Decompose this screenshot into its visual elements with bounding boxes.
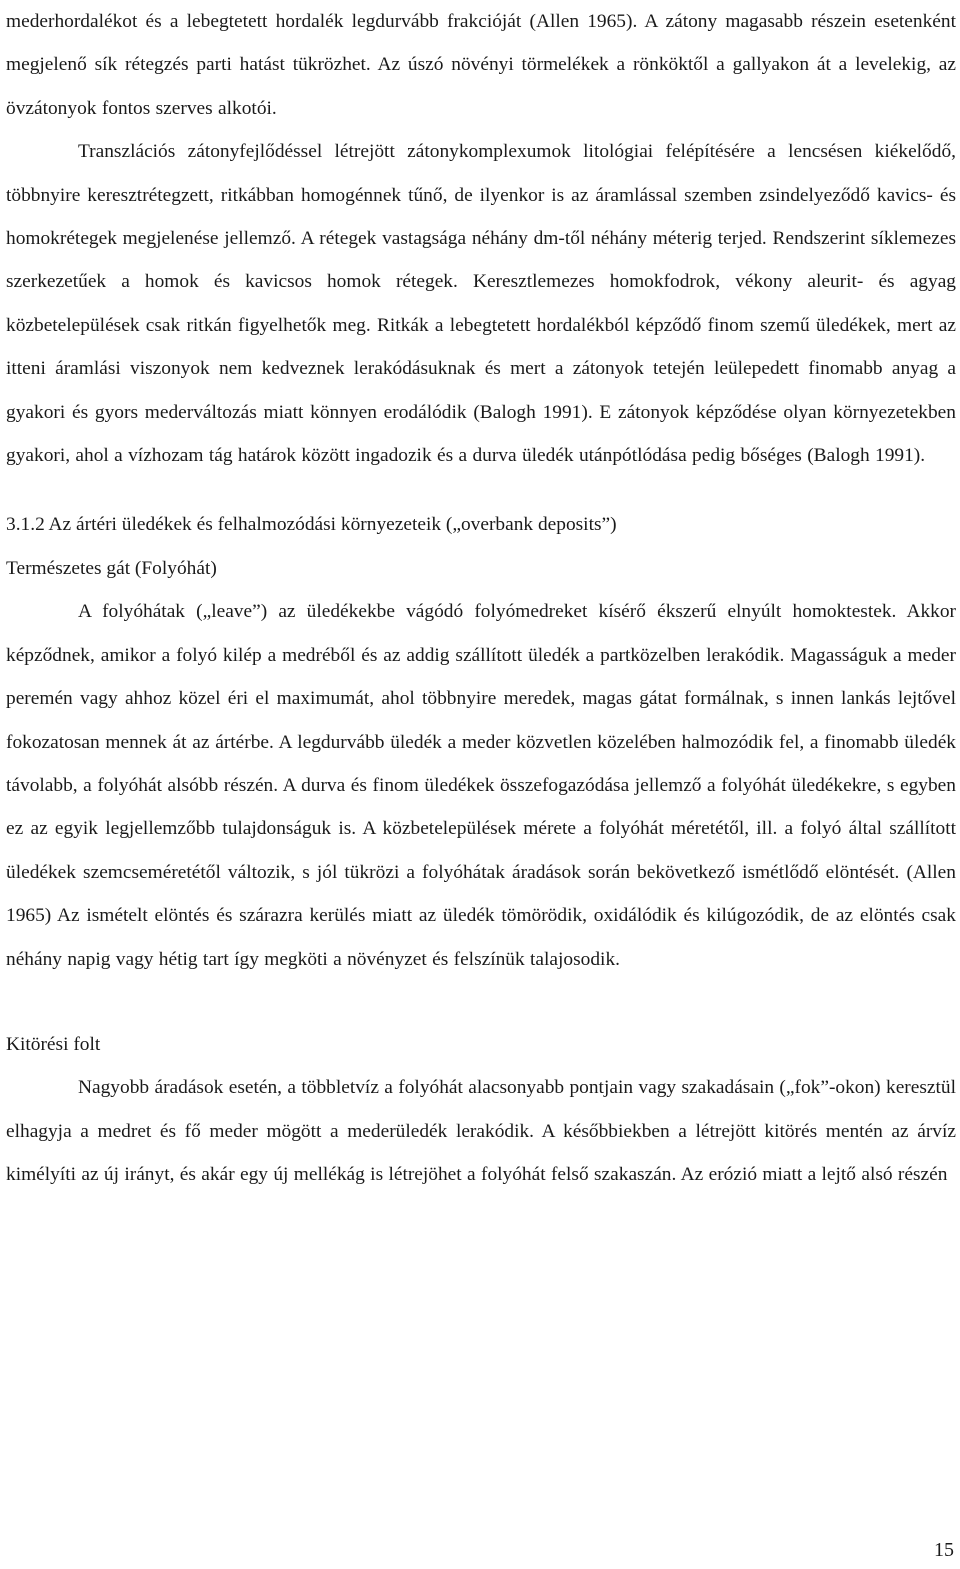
paragraph-crevasse: Nagyobb áradások esetén, a többletvíz a folyóhát alacsonyabb pontjain vagy szakadásain („fok”-okon) keresztül elhagyja a medret és fő meder mögött a mederüledék lerakódik. A későbbiekben a létrejött kitörés mentén az árvíz kimélyíti az új irányt, és akár egy új mellékág is létrejöhet a folyóhát felső szakaszán. Az erózió miatt a lejtő alsó részén (6, 1077, 956, 1186)
paragraph-levee: A folyóhátak („leave”) az üledékekbe vágódó folyómedreket kísérő ékszerű elnyúlt homoktestek. Akkor képződnek, amikor a folyó kilép a medréből és az addig szállított üledék a partközelben lerakódik. Magasságuk a meder peremén vagy ahhoz közel éri el maximumát, ahol többnyire meredek, magas gátat formálnak, s innen lankás lejtővel fokozatosan mennek át az ártérbe. A legdurvább üledék a meder közvetlen közelében halmozódik fel, a finomabb üledék távolabb, a folyóhát alsóbb részén. A durva és finom üledékek összefogazódása jellemző a folyóhát üledékekre, s egyben ez az egyik legjellemzőbb tulajdonságuk is. A közbetelepülések mérete a folyóhát méretétől, ill. a folyó által szállított üledékek szemcseméretétől változik, s jól tükrözi a folyóhátak áradások során bekövetkező ismétlődő elöntését. (Allen 1965) Az ismételt elöntés és szárazra kerülés miatt az üledék tömörödik, oxidálódik és kilúgozódik, de az elöntés csak néhány napig vagy hétig tart így megköti a növényzet és felszínük talajosodik. (6, 601, 956, 970)
page-number: 15 (934, 1539, 954, 1561)
paragraph-intro: mederhordalékot és a lebegtetett hordalék legdurvább frakcióját (Allen 1965). A zátony magasabb részein esetenként megjelenő sík rétegzés parti hatást tükrözhet. Az úszó növényi törmelékek a rönköktől a gallyakon át a levelekig, az övzátonyok fontos szerves alkotói. (6, 11, 956, 119)
document-body (6, 0, 956, 1197)
subheading-levee: Természetes gát (Folyóhát) (6, 557, 217, 579)
section-heading: 3.1.2 Az ártéri üledékek és felhalmozódási környezeteik („overbank deposits”) (6, 514, 617, 536)
paragraph-translational-bars: Transzlációs zátonyfejlődéssel létrejött zátonykomplexumok litológiai felépítésére a lencsésen kiékelődő, többnyire keresztrétegzett, ritkábban homogénnek tűnő, de ilyenkor is az áramlással szemben zsindelyeződő kavics- és homokrétegek megjelenése jellemző. A rétegek vastagsága néhány dm-től néhány méterig terjed. Rendszerint síklemezes szerkezetűek a homok és kavicsos homok rétegek. Keresztlemezes homokfodrok, vékony aleurit- és agyag közbetelepülések csak ritkán figyelhetők meg. Ritkák a lebegtetett hordalékból képződő finom szemű üledékek, mert az itteni áramlási viszonyok nem kedveznek lerakódásuknak és mert a zátonyok tetején leülepedett finomabb anyag a gyakori és gyors mederváltozás miatt könnyen erodálódik (Balogh 1991). E zátonyok képződése olyan környezetekben gyakori, ahol a vízhozam tág határok között ingadozik és a durva üledék utánpótlódása pedig bőséges (Balogh 1991). (6, 141, 956, 467)
subheading-crevasse: Kitörési folt (6, 1033, 101, 1055)
spacer (6, 981, 956, 1023)
